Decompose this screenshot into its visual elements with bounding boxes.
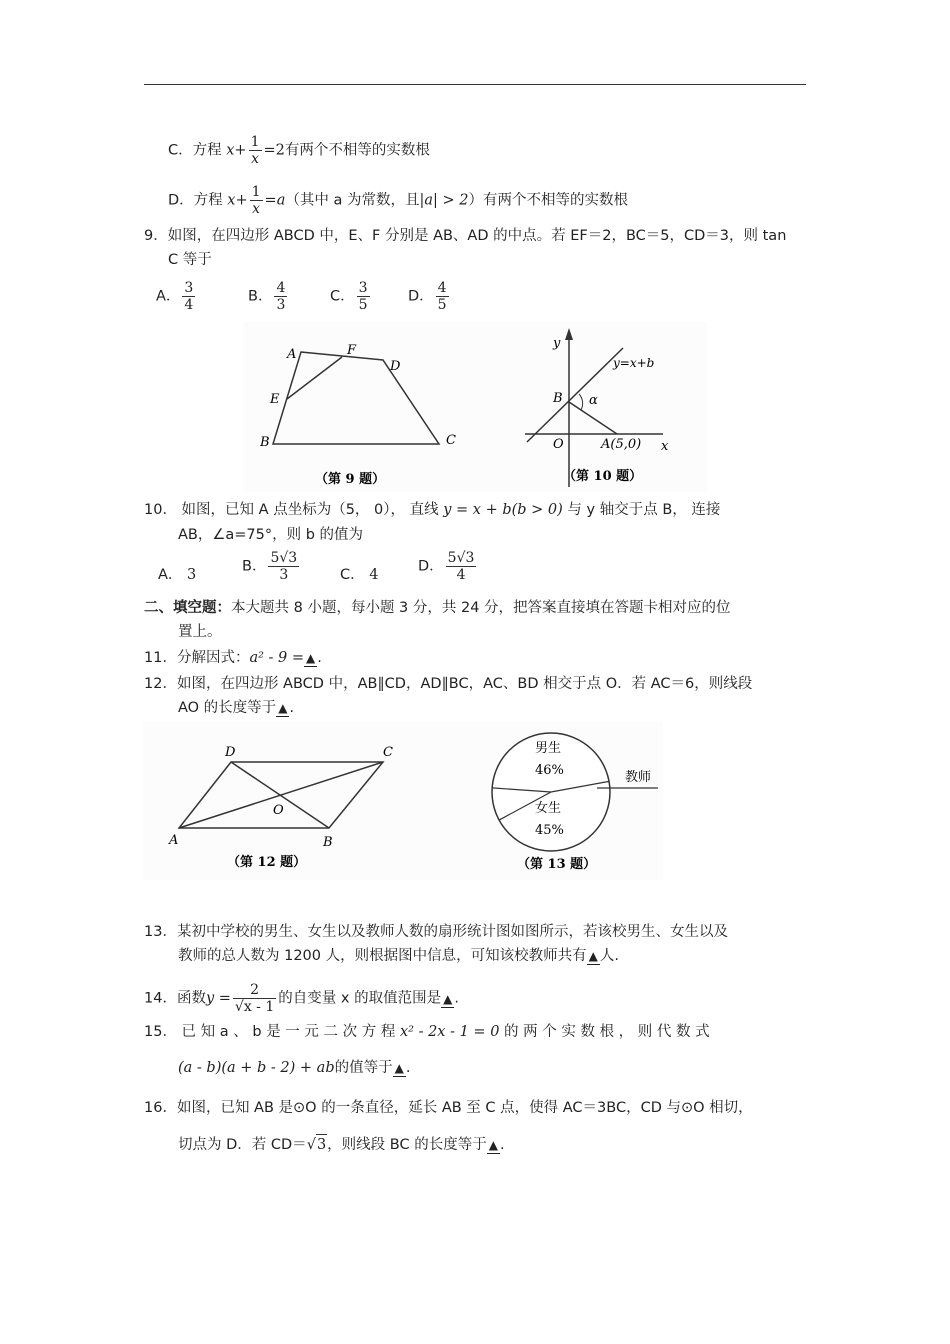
q10-angle-arc [579, 394, 583, 410]
q15-stem: 15． 已 知 a 、 b 是 一 元 二 次 方 程 x² - 2x - 1 = 0 的 两 个 实 数 根 ， 则 代 数 式 [144, 1024, 710, 1040]
q12-label-o: O [273, 803, 284, 818]
q9-option-d: D． $\frac{4}{5}$ [408, 280, 447, 313]
q11-answer-blank[interactable]: ▲ [306, 651, 316, 665]
q9-label-e: E [270, 392, 280, 407]
q15-stem-cont: (a - b)(a + b - 2) + ab的值等于 ▲ . [178, 1060, 411, 1076]
figure-9-10-svg [243, 322, 707, 492]
q8-d-fraction: $\frac{1}{x}$ [251, 184, 261, 217]
q10-stem-cont: AB，∠a=75°，则 b 的值为 [178, 527, 364, 543]
q10-o-label: O [553, 437, 564, 452]
q16-answer-blank[interactable]: ▲ [488, 1138, 498, 1152]
q14-fraction: $\frac{2}{√x - 1}$ [234, 982, 275, 1015]
q12-label-b: B [323, 835, 333, 850]
q9-quadrilateral [273, 352, 439, 444]
q8-option-c: C．方程 x+ $\frac{1}{x}$ =2有两个不相等的实数根 [168, 134, 430, 167]
q10-stem: 10． 如图，已知 A 点坐标为（5， 0）， 直线 y = x + b(b > 0) 与 y 轴交于点 B， 连接 [144, 502, 721, 518]
q16-stem: 16．如图，已知 AB 是⊙O 的一条直径，延长 AB 至 C 点，使得 AC＝3BC，CD 与⊙O 相切， [144, 1100, 753, 1116]
q10-option-a: A． 3 [158, 567, 197, 583]
q13-answer-blank[interactable]: ▲ [588, 949, 598, 963]
q9-label-c: C [446, 433, 456, 448]
q12-label-a: A [169, 833, 179, 848]
q10-option-c: C． 4 [340, 567, 379, 583]
q10-a-label: A(5,0) [601, 437, 642, 452]
q15-answer-blank[interactable]: ▲ [394, 1061, 404, 1075]
figures-12-13 [143, 722, 663, 880]
q10-option-b: B． $\frac{5√3}{3}$ [242, 550, 298, 583]
q12-stem: 12．如图，在四边形 ABCD 中，AB∥CD，AD∥BC，AC、BD 相交于点 O．若 AC＝6，则线段 [144, 676, 753, 692]
q9-option-a: A． $\frac{3}{4}$ [156, 280, 194, 313]
q12-answer-blank[interactable]: ▲ [278, 701, 288, 715]
q8-c-fraction: $\frac{1}{x}$ [250, 134, 260, 167]
q9-label-f: F [347, 343, 357, 358]
q9-label-a: A [287, 347, 297, 362]
q9-label-d: D [390, 359, 401, 374]
q11: 11．分解因式：a² - 9 = ▲ . [144, 650, 322, 666]
q8-option-d: D．方程 x+ $\frac{1}{x}$ =a（其中 a 为常数，且|a| > 2）有两个不相等的实数根 [168, 184, 628, 217]
q10-y-label: y [553, 336, 561, 351]
q14: 14．函数y = $\frac{2}{√x - 1}$ 的自变量 x 的取值范围是 ▲ . [144, 982, 459, 1015]
q12-label-d: D [225, 745, 236, 760]
q13-teachers-label: 教师 [625, 770, 652, 785]
q10-caption: （第 10 题） [563, 469, 643, 484]
header-rule [144, 84, 806, 85]
figures-9-10 [243, 322, 707, 492]
q9-caption: （第 9 题） [315, 472, 386, 487]
q13-boys-label: 男生 [535, 741, 562, 756]
q13-caption: （第 13 题） [517, 857, 597, 872]
q13-girls-pct: 45% [535, 823, 564, 838]
q9-stem-cont: C 等于 [168, 252, 212, 268]
q16-stem-cont: 切点为 D．若 CD＝√3，则线段 BC 的长度等于 ▲ . [178, 1134, 505, 1155]
q10-option-d: D． $\frac{5√3}{4}$ [418, 550, 475, 583]
q9-option-c: C． $\frac{3}{5}$ [330, 280, 368, 313]
q10-line-label: y=x+b [613, 356, 655, 370]
q9-stem: 9．如图，在四边形 ABCD 中，E、F 分别是 AB、AD 的中点。若 EF＝2，BC＝5，CD＝3，则 tan [144, 228, 787, 244]
section2-heading: 二、填空题：本大题共 8 小题，每小题 3 分，共 24 分，把答案直接填在答题卡相对应的位 [144, 600, 731, 616]
q10-b-label: B [553, 391, 563, 406]
q10-y-arrow [565, 328, 573, 340]
q13-boys-pct: 46% [535, 763, 564, 778]
q9-label-b: B [260, 435, 270, 450]
q12-caption: （第 12 题） [227, 855, 307, 870]
figure-12-13-svg [143, 722, 663, 880]
q10-x-label: x [661, 439, 669, 454]
q14-answer-blank[interactable]: ▲ [443, 991, 453, 1006]
q13-stem: 13．某初中学校的男生、女生以及教师人数的扇形统计图如图所示，若该校男生、女生以及 [144, 924, 728, 940]
q9-option-b: B． $\frac{4}{3}$ [248, 280, 286, 313]
q13-stem-cont: 教师的总人数为 1200 人，则根据图中信息，可知该校教师共有 ▲ 人. [178, 948, 619, 964]
q10-alpha-label: α [589, 393, 598, 408]
q12-label-c: C [383, 745, 393, 760]
q13-girls-label: 女生 [535, 801, 562, 816]
q12-parallelogram [179, 762, 383, 828]
section2-cont: 置上。 [178, 624, 222, 640]
q12-stem-cont: AO 的长度等于 ▲ . [178, 700, 295, 716]
